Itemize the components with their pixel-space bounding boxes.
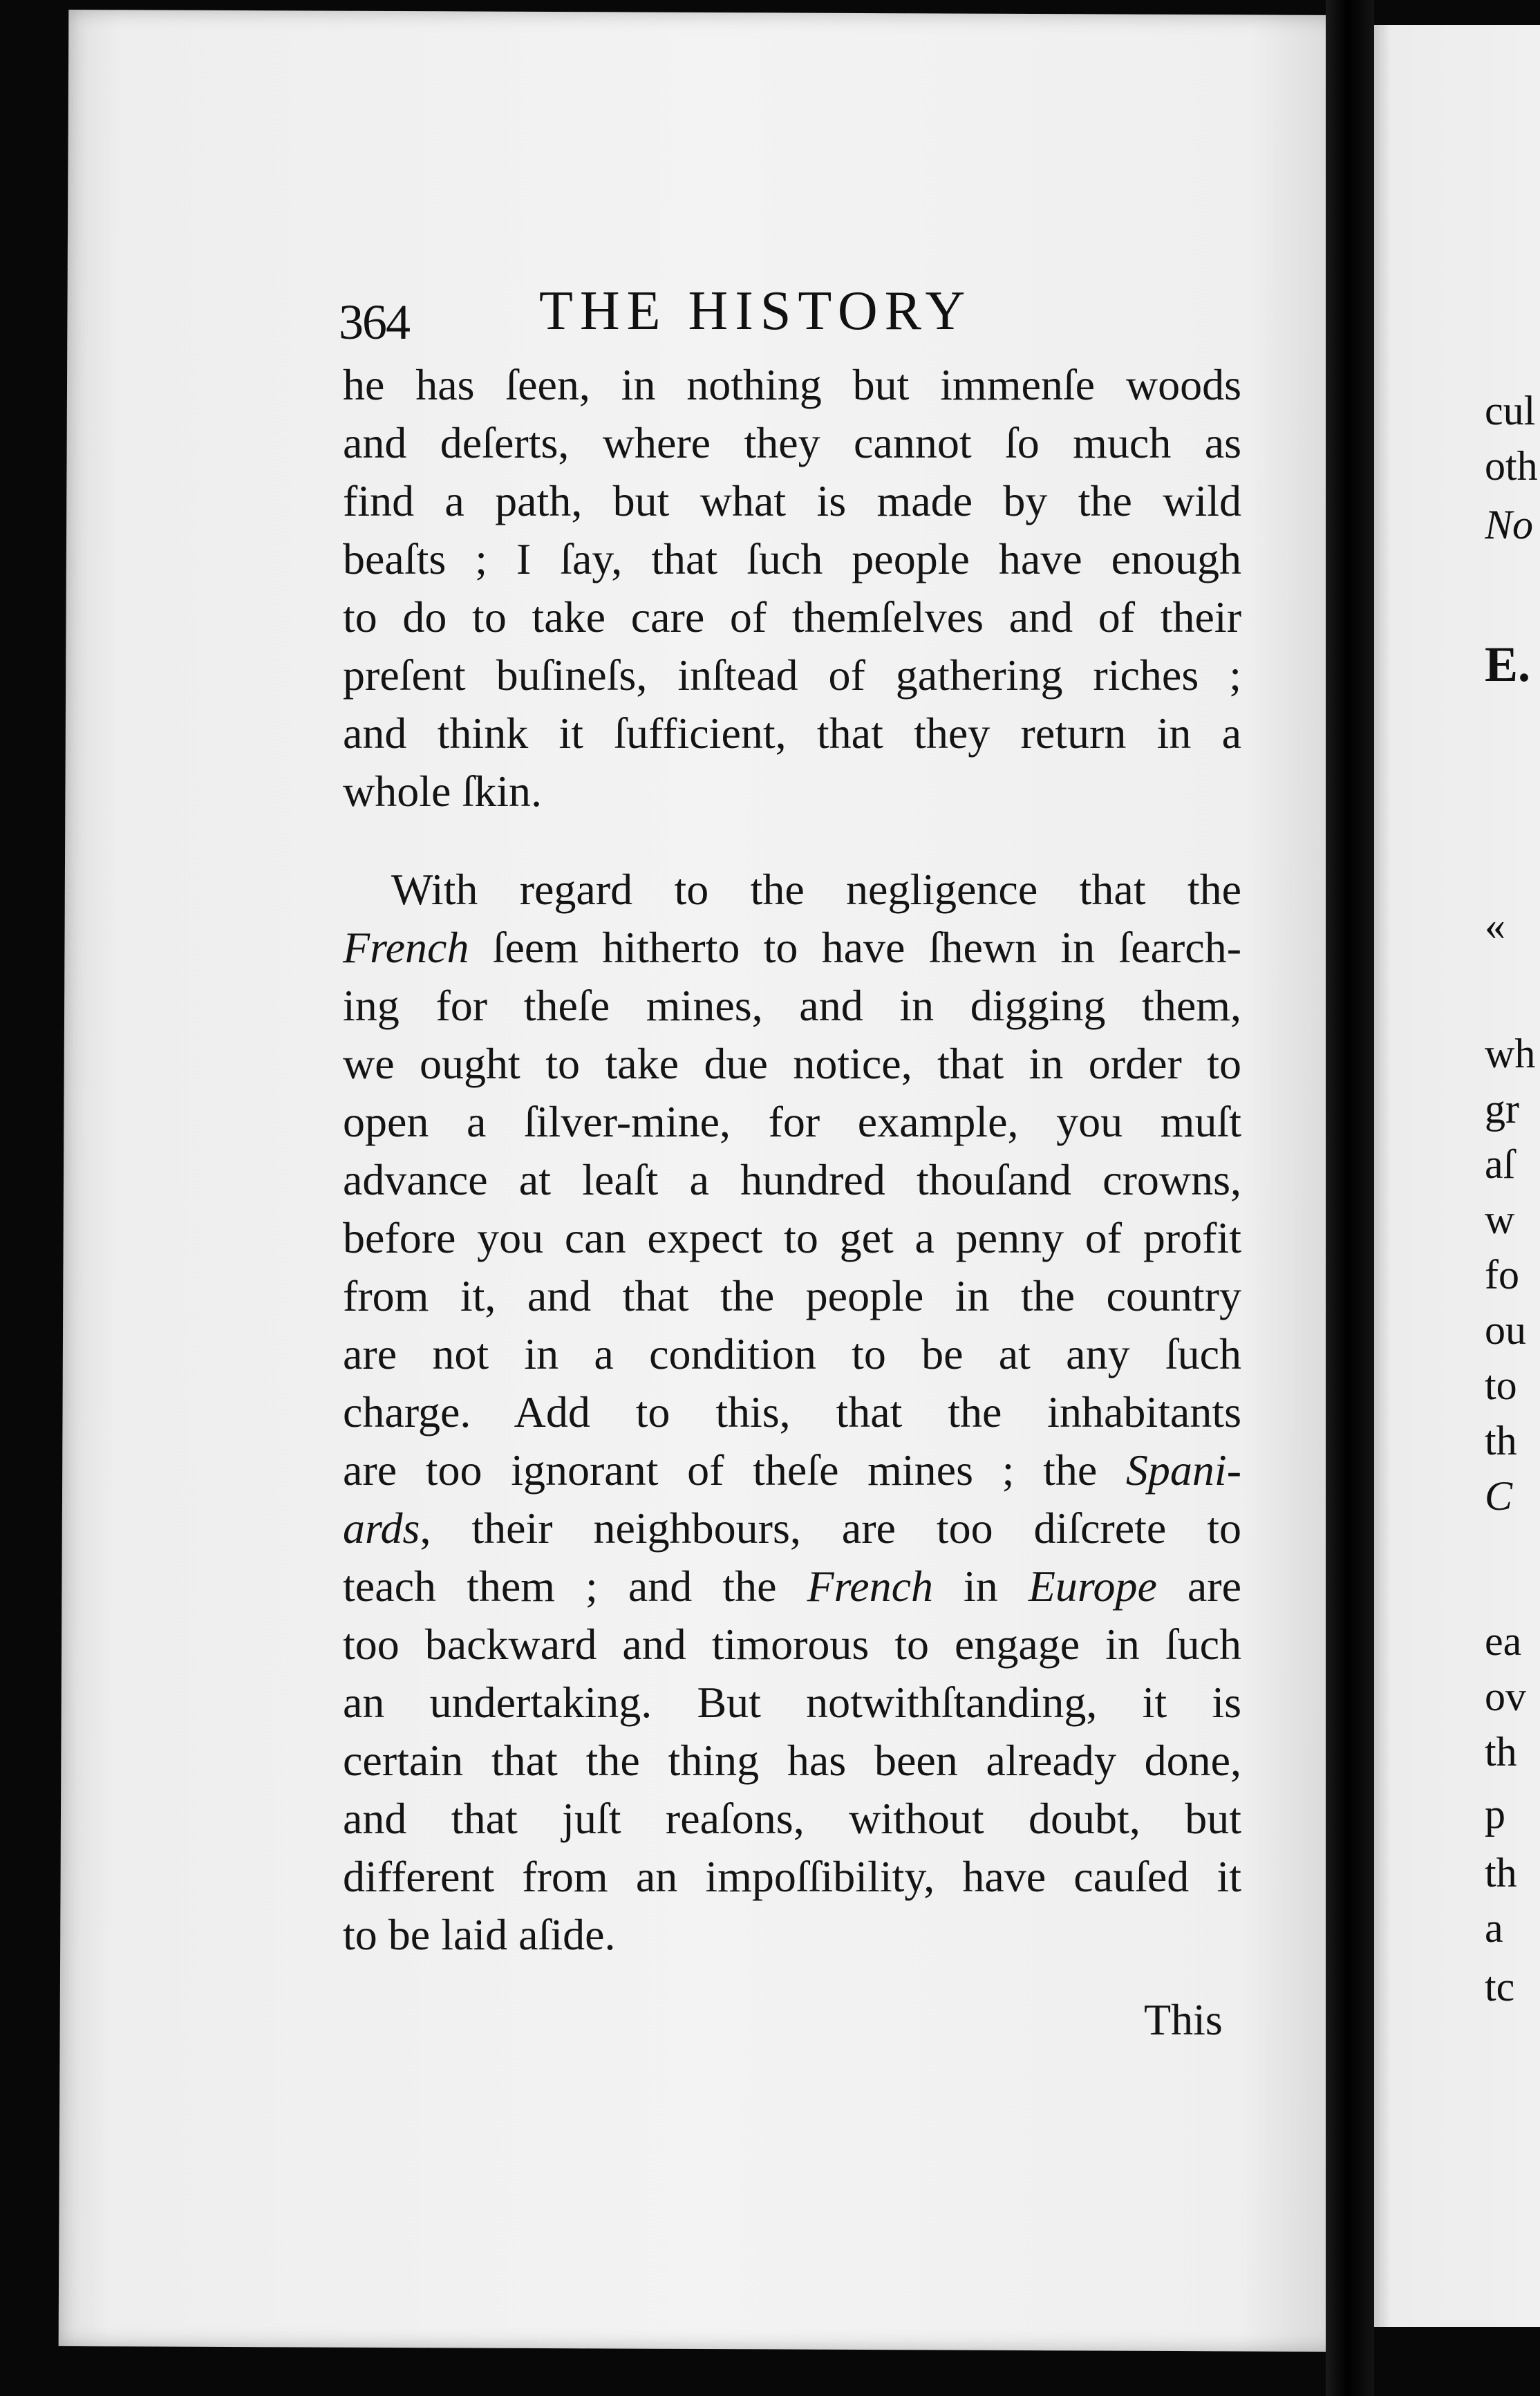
- text-line: before you can expect to get a penny of profit: [343, 1213, 1241, 1262]
- running-head: THE HISTORY: [539, 281, 973, 341]
- right-page-fragment: E.: [1485, 637, 1531, 692]
- text-line: and deſerts, where they cannot ſo much as: [343, 418, 1241, 467]
- right-page-fragment: a: [1485, 1905, 1503, 1951]
- text-line: certain that the thing has been already done,: [343, 1736, 1241, 1785]
- book-gutter: [1326, 0, 1374, 2396]
- text-line: to be laid aſide.: [343, 1910, 616, 1959]
- right-page-fragment: aſ: [1485, 1141, 1515, 1187]
- right-page-fragment: tc: [1485, 1964, 1515, 2010]
- text-line: With regard to the negligence that the: [391, 865, 1241, 914]
- right-page-fragment: cul: [1485, 388, 1536, 433]
- text-line: charge. Add to this, that the inhabitants: [343, 1387, 1241, 1436]
- paragraph: [343, 861, 1241, 1964]
- text-line: an undertaking. But notwithſtanding, it is: [343, 1678, 1241, 1727]
- text-line: are too ignorant of theſe mines ; the Spani-: [343, 1445, 1241, 1495]
- text-line: French ſeem hitherto to have ſhewn in ſearch-: [343, 923, 1241, 972]
- paragraph-gap: [343, 821, 1241, 861]
- text-line: and that juſt reaſons, without doubt, but: [343, 1794, 1241, 1843]
- right-page-fragment: No: [1485, 502, 1534, 547]
- paragraph: [343, 356, 1241, 821]
- body-text: [343, 356, 1241, 1964]
- text-line: he has ſeen, in nothing but immenſe woods: [343, 360, 1241, 409]
- text-line: from it, and that the people in the country: [343, 1271, 1241, 1320]
- catchword: This: [1144, 1995, 1223, 2044]
- right-page-fragment: «: [1485, 903, 1505, 948]
- right-page-fragment: th: [1485, 1729, 1517, 1775]
- right-page-fragment: C: [1485, 1473, 1513, 1519]
- text-line: are not in a condition to be at any ſuch: [343, 1329, 1241, 1378]
- text-line: preſent buſineſs, inſtead of gathering riches ;: [343, 651, 1241, 700]
- text-line: find a path, but what is made by the wild: [343, 476, 1241, 525]
- text-line: advance at leaſt a hundred thouſand crowns,: [343, 1155, 1241, 1204]
- text-line: ards, their neighbours, are too diſcrete to: [343, 1504, 1241, 1553]
- text-line: teach them ; and the French in Europe are: [343, 1562, 1242, 1611]
- right-page-fragment: oth: [1485, 443, 1538, 489]
- text-line: whole ſkin.: [343, 767, 542, 816]
- text-line: beaſts ; I ſay, that ſuch people have enough: [343, 534, 1241, 583]
- right-page-fragment: ov: [1485, 1674, 1526, 1719]
- right-page-fragment: p: [1485, 1791, 1505, 1837]
- text-line: and think it ſufficient, that they return in a: [343, 709, 1241, 758]
- right-page-fragment: fo: [1485, 1252, 1519, 1298]
- right-page-fragment: gr: [1485, 1086, 1519, 1132]
- right-page-fragment: ou: [1485, 1307, 1526, 1353]
- text-line: ing for theſe mines, and in digging them,: [343, 981, 1241, 1030]
- right-page-fragment: w: [1485, 1197, 1515, 1242]
- page-number: 364: [339, 294, 409, 350]
- right-page-fragment: to: [1485, 1363, 1517, 1408]
- right-page-fragment: th: [1485, 1850, 1517, 1896]
- text-line: to do to take care of themſelves and of their: [343, 592, 1241, 642]
- text-line: open a ſilver-mine, for example, you muſt: [343, 1097, 1241, 1146]
- text-line: we ought to take due notice, that in order to: [343, 1039, 1241, 1088]
- text-line: too backward and timorous to engage in ſuch: [343, 1620, 1241, 1669]
- right-page-fragment: wh: [1485, 1031, 1536, 1076]
- right-page-fragment: ea: [1485, 1618, 1522, 1664]
- text-line: different from an impoſſibility, have cauſed it: [343, 1852, 1241, 1901]
- right-page-fragment: th: [1485, 1418, 1517, 1463]
